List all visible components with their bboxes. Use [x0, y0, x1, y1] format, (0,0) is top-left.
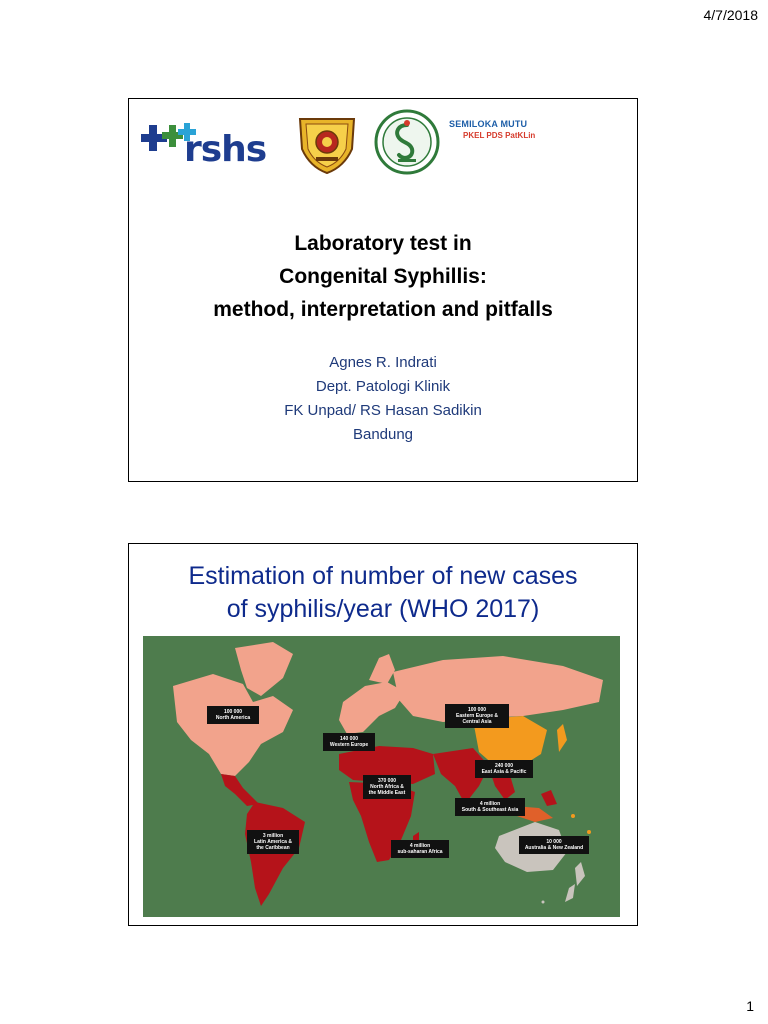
author-name: Agnes R. Indrati [329, 354, 437, 371]
title-line: Estimation of number of new cases [188, 562, 578, 590]
semiloka-logo [449, 119, 535, 140]
slide2-title [129, 560, 637, 626]
title-line: of syphilis/year (WHO 2017) [226, 595, 540, 623]
map-slide [128, 543, 638, 926]
map-label-north-africa: 370 000 North Africa & the Middle East [363, 775, 411, 799]
title-line: Laboratory test in [294, 232, 472, 255]
map-label-north-america: 100 000 North America [207, 706, 259, 724]
map-label-south-asia: 4 million South & Southeast Asia [455, 798, 525, 816]
slide1-title [129, 227, 637, 326]
patklin-seal-icon [374, 109, 440, 175]
unpad-seal-icon [294, 109, 360, 175]
map-label-east-asia: 240 000 East Asia & Pacific [475, 760, 533, 778]
semiloka-line2: PKEL PDS PatKLin [463, 131, 536, 140]
author-city: Bandung [352, 426, 414, 443]
map-label-sub-saharan-africa: 4 million sub-saharan Africa [391, 840, 449, 858]
title-slide [128, 98, 638, 482]
map-label-eastern-europe: 100 000 Eastern Europe & Central Asia [445, 704, 509, 728]
author-dept: Dept. Patologi Klinik [315, 378, 451, 395]
title-line: method, interpretation and pitfalls [213, 298, 553, 321]
author-block [129, 351, 637, 447]
map-label-western-europe: 140 000 Western Europe [323, 733, 375, 751]
semiloka-line1: SEMILOKA MUTU [449, 119, 528, 129]
logo-bar [139, 107, 629, 185]
title-line: Congenital Syphillis: [279, 265, 487, 288]
page-number: 1 [746, 998, 754, 1014]
map-label-australia: 10 000 Australia & New Zealand [519, 836, 589, 854]
map-label-latin-america: 3 million Latin America & the Caribbean [247, 830, 299, 854]
world-map [143, 636, 620, 917]
author-institution: FK Unpad/ RS Hasan Sadikin [284, 402, 482, 419]
print-date: 4/7/2018 [703, 7, 758, 23]
rshs-logo-text: rshs [184, 129, 267, 170]
